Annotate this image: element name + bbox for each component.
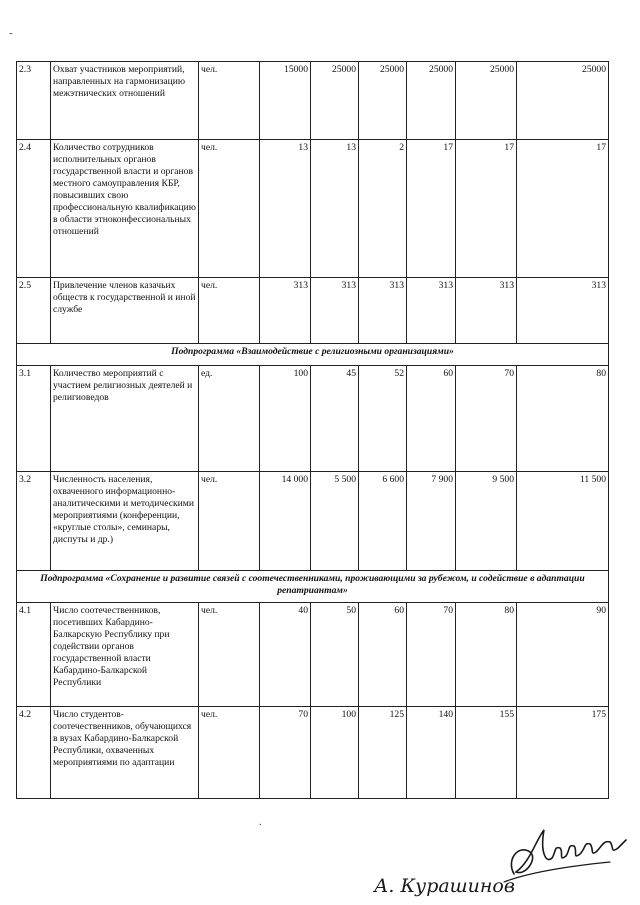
value-cell: 140 bbox=[407, 707, 456, 799]
row-id: 4.2 bbox=[17, 707, 51, 799]
value-cell: 100 bbox=[311, 707, 359, 799]
row-id: 3.2 bbox=[17, 472, 51, 571]
table-row bbox=[17, 366, 609, 472]
unit: чел. bbox=[199, 472, 260, 571]
row-id: 2.4 bbox=[17, 140, 51, 278]
value-cell: 25000 bbox=[517, 62, 609, 140]
unit: ед. bbox=[199, 366, 260, 472]
value-cell: 13 bbox=[311, 140, 359, 278]
table-row bbox=[17, 472, 609, 571]
value-cell: 2 bbox=[359, 140, 407, 278]
value-cell: 25000 bbox=[311, 62, 359, 140]
value-cell: 70 bbox=[456, 366, 517, 472]
value-cell: 60 bbox=[407, 366, 456, 472]
value-cell: 313 bbox=[311, 278, 359, 344]
value-cell: 313 bbox=[456, 278, 517, 344]
value-cell: 7 900 bbox=[407, 472, 456, 571]
row-id: 2.3 bbox=[17, 62, 51, 140]
indicator-name: Число студентов-соотечественников, обучающихся в вузах Кабардино-Балкарской Республики, охваченных мероприятиями по адаптации bbox=[51, 707, 199, 799]
value-cell: 13 bbox=[260, 140, 311, 278]
unit: чел. bbox=[199, 62, 260, 140]
value-cell: 45 bbox=[311, 366, 359, 472]
unit: чел. bbox=[199, 603, 260, 707]
row-id: 2.5 bbox=[17, 278, 51, 344]
section-row bbox=[17, 571, 609, 603]
unit: чел. bbox=[199, 707, 260, 799]
indicators-table bbox=[16, 61, 609, 799]
scan-mark-top: - bbox=[9, 27, 13, 39]
value-cell: 80 bbox=[456, 603, 517, 707]
table-row bbox=[17, 603, 609, 707]
value-cell: 14 000 bbox=[260, 472, 311, 571]
value-cell: 70 bbox=[260, 707, 311, 799]
table-row bbox=[17, 278, 609, 344]
value-cell: 60 bbox=[359, 603, 407, 707]
indicator-name: Привлечение членов казачьих обществ к государственной и иной службе bbox=[51, 278, 199, 344]
value-cell: 70 bbox=[407, 603, 456, 707]
value-cell: 40 bbox=[260, 603, 311, 707]
value-cell: 155 bbox=[456, 707, 517, 799]
unit: чел. bbox=[199, 140, 260, 278]
indicator-name: Численность населения, охваченного информационно-аналитическими и методическими мероприятиями (конференции, «круглые столы», семинары, диспуты и др.) bbox=[51, 472, 199, 571]
handwritten-name-text: А. Курашинов bbox=[374, 875, 515, 897]
table-row bbox=[17, 140, 609, 278]
indicator-name: Количество сотрудников исполнительных органов государственной власти и органов местного самоуправления КБР, повысивших свою профессиональную квалификацию в области этноконфессиональных отношений bbox=[51, 140, 199, 278]
value-cell: 313 bbox=[260, 278, 311, 344]
value-cell: 17 bbox=[456, 140, 517, 278]
value-cell: 100 bbox=[260, 366, 311, 472]
value-cell: 6 600 bbox=[359, 472, 407, 571]
handwritten-name bbox=[370, 868, 550, 900]
scan-mark-bottom: . bbox=[259, 816, 262, 828]
value-cell: 25000 bbox=[407, 62, 456, 140]
section-heading: Подпрограмма «Сохранение и развитие связей с соотечественниками, проживающими за рубежом, и содействие в адаптации репатриантам» bbox=[17, 571, 609, 603]
value-cell: 80 bbox=[517, 366, 609, 472]
value-cell: 9 500 bbox=[456, 472, 517, 571]
table-row bbox=[17, 707, 609, 799]
value-cell: 52 bbox=[359, 366, 407, 472]
value-cell: 17 bbox=[407, 140, 456, 278]
value-cell: 50 bbox=[311, 603, 359, 707]
value-cell: 17 bbox=[517, 140, 609, 278]
section-heading: Подпрограмма «Взаимодействие с религиозными организациями» bbox=[17, 344, 609, 366]
value-cell: 90 bbox=[517, 603, 609, 707]
value-cell: 5 500 bbox=[311, 472, 359, 571]
indicator-name: Число соотечественников, посетивших Кабардино-Балкарскую Республику при содействии органов государственной власти Кабардино-Балкарской Республики bbox=[51, 603, 199, 707]
value-cell: 313 bbox=[359, 278, 407, 344]
value-cell: 25000 bbox=[456, 62, 517, 140]
section-row bbox=[17, 344, 609, 366]
value-cell: 313 bbox=[517, 278, 609, 344]
unit: чел. bbox=[199, 278, 260, 344]
value-cell: 175 bbox=[517, 707, 609, 799]
value-cell: 11 500 bbox=[517, 472, 609, 571]
indicator-name: Охват участников мероприятий, направленных на гармонизацию межэтнических отношений bbox=[51, 62, 199, 140]
indicator-name: Количество мероприятий с участием религиозных деятелей и религиоведов bbox=[51, 366, 199, 472]
row-id: 3.1 bbox=[17, 366, 51, 472]
value-cell: 15000 bbox=[260, 62, 311, 140]
table-row bbox=[17, 62, 609, 140]
value-cell: 125 bbox=[359, 707, 407, 799]
value-cell: 25000 bbox=[359, 62, 407, 140]
row-id: 4.1 bbox=[17, 603, 51, 707]
value-cell: 313 bbox=[407, 278, 456, 344]
